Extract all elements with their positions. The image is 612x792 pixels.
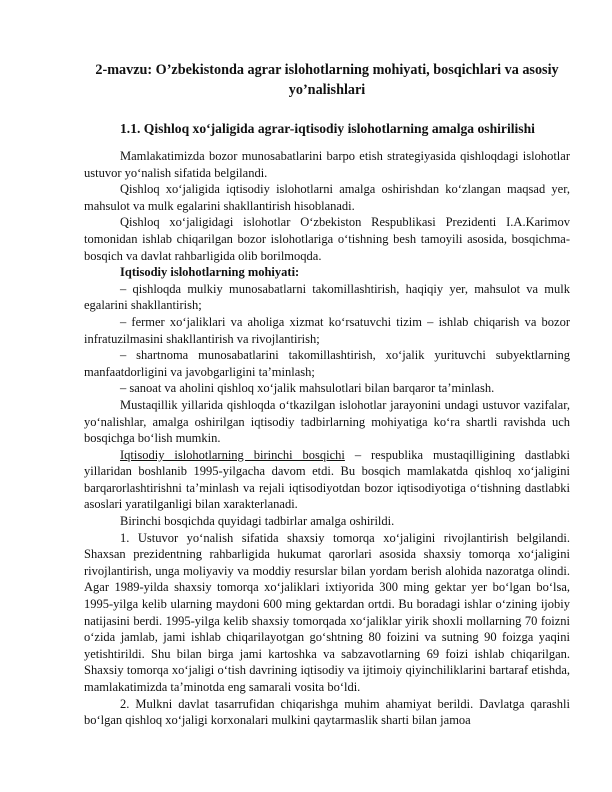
- paragraph-2: Qishloq xo‘jaligida iqtisodiy islohotlarni amalga oshirishdan ko‘zlangan maqsad yer, mahsulot va mulk egalarini shakllantirish hisoblanadi.: [84, 182, 570, 213]
- list-item-1: – qishloqda mulkiy munosabatlarni takomillashtirish, haqiqiy yer, mahsulot va mulk egalarini shakllantirish;: [84, 281, 570, 313]
- paragraph-point-2: 2. Mulkni davlat tasarrufidan chiqarishga muhim ahamiyat berildi. Davlatga qarashli bo‘lgan qishloq xo‘jaligi korxonalari mulkini qaytarmaslik sharti bilan jamoa: [84, 696, 570, 728]
- document-title: 2-mavzu: O’zbekistonda agrar islohotlarning mohiyati, bosqichlari va asosiy yo’nalishlari: [95, 62, 559, 98]
- paragraph-point-1: 1. Ustuvor yo‘nalish sifatida shaxsiy tomorqa xo‘jaligini rivojlantirish belgilandi. Shaxsan prezidentning rahbarligida hukumat qarorlari asosida shaxsiy tomorqa xo‘jaligini rivojlantirish, unga moliyaviy va moddiy resurslar bilan yordam berish alohida nazoratga olindi. Agar 1989-yilda shaxsiy tomorqa xo‘jaliklari ixtiyorida 300 ming gektar yer bo‘lgan bo‘lsa, 1995-yilga kelib ularning maydoni 600 ming gektardan ortdi. Bu boradagi ishlar o‘zining ijobiy natijasini berdi. 1995-yilga kelib shaxsiy tomorqada xo‘jaliklar yirik shoxli mollarning 70 foizni o‘zida jamlab, jami ishlab chiqarilayotgan go‘shtning 80 foizini va sutning 90 foizga yaqini yetishtirildi. Shu bilan birga jami kartoshka va sabzavotlarning 69 foizi ishlab chiqarilgan. Shaxsiy tomorqa xo‘jaligi o‘tish davrining iqtisodiy va ijtimoiy qiyinchiliklarini bartaraf etishda, mamlakatimizda ta’minotda eng samarali vosita bo‘ldi.: [84, 530, 570, 694]
- list-item-2: – fermer xo‘jaliklari va aholiga xizmat ko‘rsatuvchi tizim – ishlab chiqarish va bozor infratuzilmasini shakllantirish va rivojlantirish;: [84, 314, 570, 346]
- paragraph-3: Qishloq xo‘jaligidagi islohotlar O‘zbekiston Respublikasi Prezidenti I.A.Karimov tomonidan ishlab chiqarilgan bozor islohotlariga o‘tishning besh tamoyili asosida, bosqichma-bosqich va davlat rahbarligida olib borilmoqda.: [84, 215, 570, 263]
- first-stage-text: – respublika mustaqilligining dastlabki yillaridan boshlanib 1995-yilgacha davom etdi. Bu bosqich mamlakatda qishloq xo‘jaligini barqarorlashtirishni ta’minlash va rejali iqtisodiyotdan bozor iqtisodiyotiga o‘tishning dastlabki asoslari yaratilganligi bilan xarakterlanadi.: [84, 447, 571, 512]
- paragraph-1: Mamlakatimizda bozor munosabatlarini barpo etish strategiyasida qishloqdagi islohotlar ustuvor yo‘nalish sifatida belgilandi.: [84, 149, 570, 180]
- subheading-essence: Iqtisodiy islohotlarning mohiyati:: [120, 265, 300, 280]
- section-title: 1.1. Qishloq xo‘jaligida agrar-iqtisodiy islohotlarning amalga oshirilishi: [120, 121, 535, 136]
- paragraph-first-stage: [84, 447, 570, 513]
- paragraph-stages: Mustaqillik yillarida qishloqda o‘tkazilgan islohotlar jarayonini undagi ustuvor vazifalar, yo‘nalishlar, amalga oshirilgan iqtisodiy tadbirlarning mohiyatiga ko‘ra shartli ravishda uch bosqichga bo‘lish mumkin.: [84, 397, 570, 446]
- paragraph-first-stage-measures: Birinchi bosqichda quyidagi tadbirlar amalga oshirildi.: [120, 514, 395, 529]
- list-item-3: – shartnoma munosabatlarini takomillashtirish, xo‘jalik yurituvchi subyektlarning manfaatdorligini va javobgarligini ta’minlash;: [84, 348, 570, 379]
- first-stage-link-text: Iqtisodiy islohotlarning birinchi bosqichi: [120, 447, 345, 462]
- list-item-4: – sanoat va aholini qishloq xo‘jalik mahsulotlari bilan barqaror ta’minlash.: [120, 381, 495, 396]
